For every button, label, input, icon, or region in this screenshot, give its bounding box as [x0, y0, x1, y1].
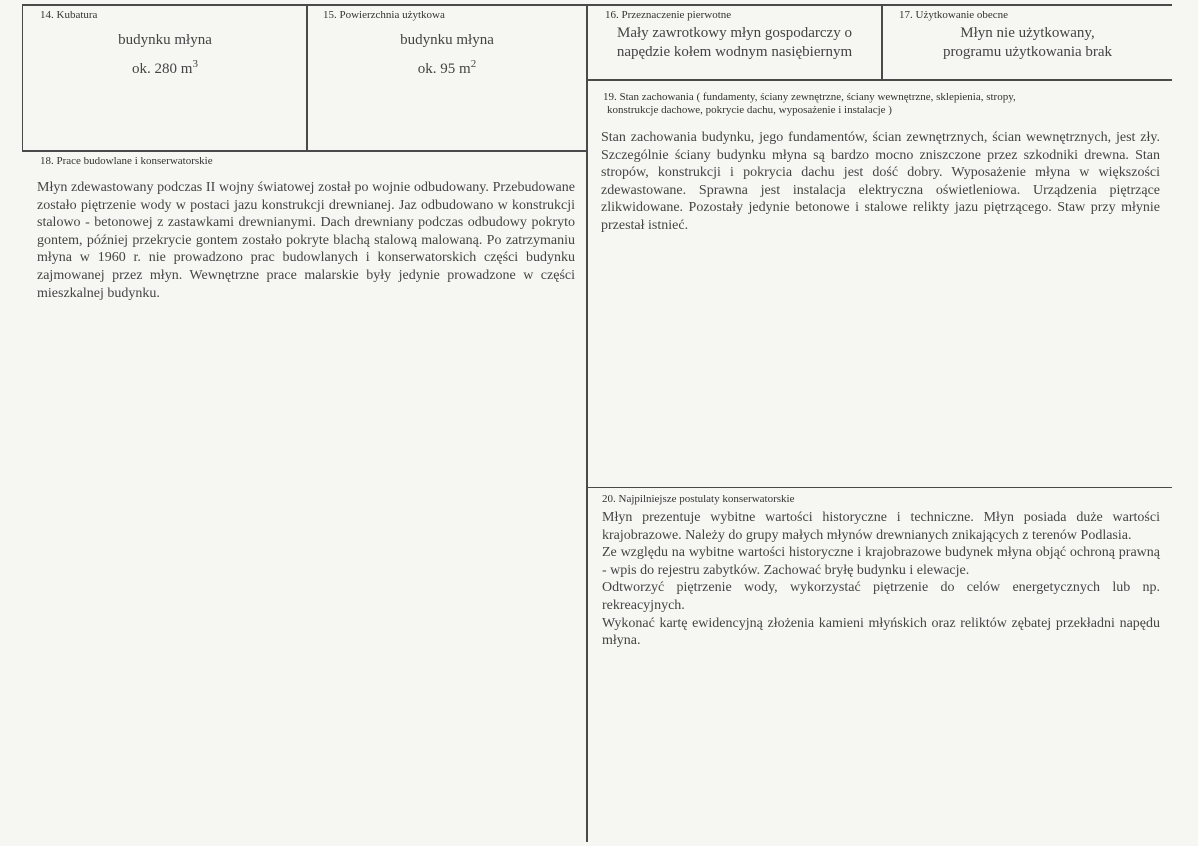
box15-area: ok. 95 m [417, 61, 471, 77]
box15-unit-exponent: 2 [470, 58, 477, 70]
box16-label: 16. Przeznaczenie pierwotne [605, 9, 732, 21]
box16-line2: napędzie kołem wodnym nasiębiernym [616, 44, 853, 60]
box18-text: Młyn zdewastowany podczas II wojny światowej został po wojnie odbudowany. Przebudowane zostało piętrzenie wody w postaci jazu konstrukcji drewnianej. Jaz odbudowano w konstrukcji stalowo - betonowej z zastawkami drewnianymi. Dach drewniany podczas odbudowy pokryto gontem, później przekrycie gontem zostało pokryte blachą stalową malowaną. Po zatrzymaniu młyna w 1960 r. nie prowadzono prac budowlanych i konserwatorskich części budynku zajmowanej przez młyn. Wewnętrzne prace malarskie były jedynie prowadzone w części mieszkalnej budynku. [37, 180, 575, 301]
box16-line1: Mały zawrotkowy młyn gospodarczy o [617, 25, 852, 41]
box20-paragraph-3: Odtworzyć piętrzenie wody, wykorzystać piętrzenie do celów energetycznych lub np. rekreacyjnych. [602, 580, 1160, 613]
divider-above-20 [587, 487, 1172, 488]
box20-label: 20. Najpilniejsze postulaty konserwatorskie [602, 493, 795, 505]
box14-line1: budynku młyna [118, 32, 212, 48]
box15-line1: budynku młyna [400, 32, 494, 48]
left-border [22, 4, 23, 150]
box17-line2: programu użytkowania brak [942, 44, 1113, 60]
box20-paragraph-1: Młyn prezentuje wybitne wartości historyczne i techniczne. Młyn posiada duże wartości krajobrazowe. Należy do grupy małych młynów drewnianych znikających z terenów Podlasia. [602, 510, 1160, 543]
box16-value [588, 24, 881, 62]
center-divider [586, 4, 588, 842]
box15-label: 15. Powierzchnia użytkowa [323, 9, 445, 21]
box17-label: 17. Użytkowanie obecne [899, 9, 1009, 21]
box14-volume: ok. 280 m [132, 61, 193, 77]
box14-label: 14. Kubatura [40, 9, 98, 21]
box17-value [883, 24, 1172, 62]
box18-label: 18. Prace budowlane i konserwatorskie [40, 155, 213, 167]
box14-value [24, 31, 306, 79]
box20-paragraph-4: Wykonać kartę ewidencyjną złożenia kamieni młyńskich oraz reliktów zębatej przekładni napędu młyna. [602, 615, 1160, 649]
box15-value [308, 31, 586, 79]
box20-text [602, 509, 1160, 650]
box19-label [603, 91, 1163, 117]
box20-paragraph-2: Ze względu na wybitne wartości historyczne i krajobrazowe budynek młyna objąć ochroną prawną - wpis do rejestru zabytków. Zachować bryłę budynku i elewacje. [602, 545, 1160, 578]
divider-below-16-17 [587, 79, 1172, 81]
divider-above-18 [22, 150, 588, 152]
top-border [22, 4, 1172, 6]
box14-unit-exponent: 3 [192, 58, 198, 70]
box14-line2 [24, 55, 306, 79]
box17-line1: Młyn nie użytkowany, [960, 25, 1095, 41]
box15-line2 [308, 55, 586, 79]
box19-text: Stan zachowania budynku, jego fundamentów, ścian zewnętrznych, ścian wewnętrznych, jest zły. Szczególnie ściany budynku młyna są bardzo mocno zniszczone przez szkodniki drewna. Stan stropów, konstrukcji i pokrycia dachu jest dość dobry. Wyposażenie młyna w większości zdewastowane. Sprawna jest instalacja elektryczna oświetleniowa. Urządzenia piętrzące zlikwidowane. Pozostały jedynie betonowe i stalowe relikty jazu piętrzącego. Staw przy młynie przestał istnieć. [601, 130, 1160, 233]
box19-label-line2: konstrukcje dachowe, pokrycie dachu, wyposażenie i instalacje ) [607, 104, 892, 116]
box19-label-line1: 19. Stan zachowania ( fundamenty, ściany zewnętrzne, ściany wewnętrzne, sklepienia, stropy, [603, 91, 1016, 103]
